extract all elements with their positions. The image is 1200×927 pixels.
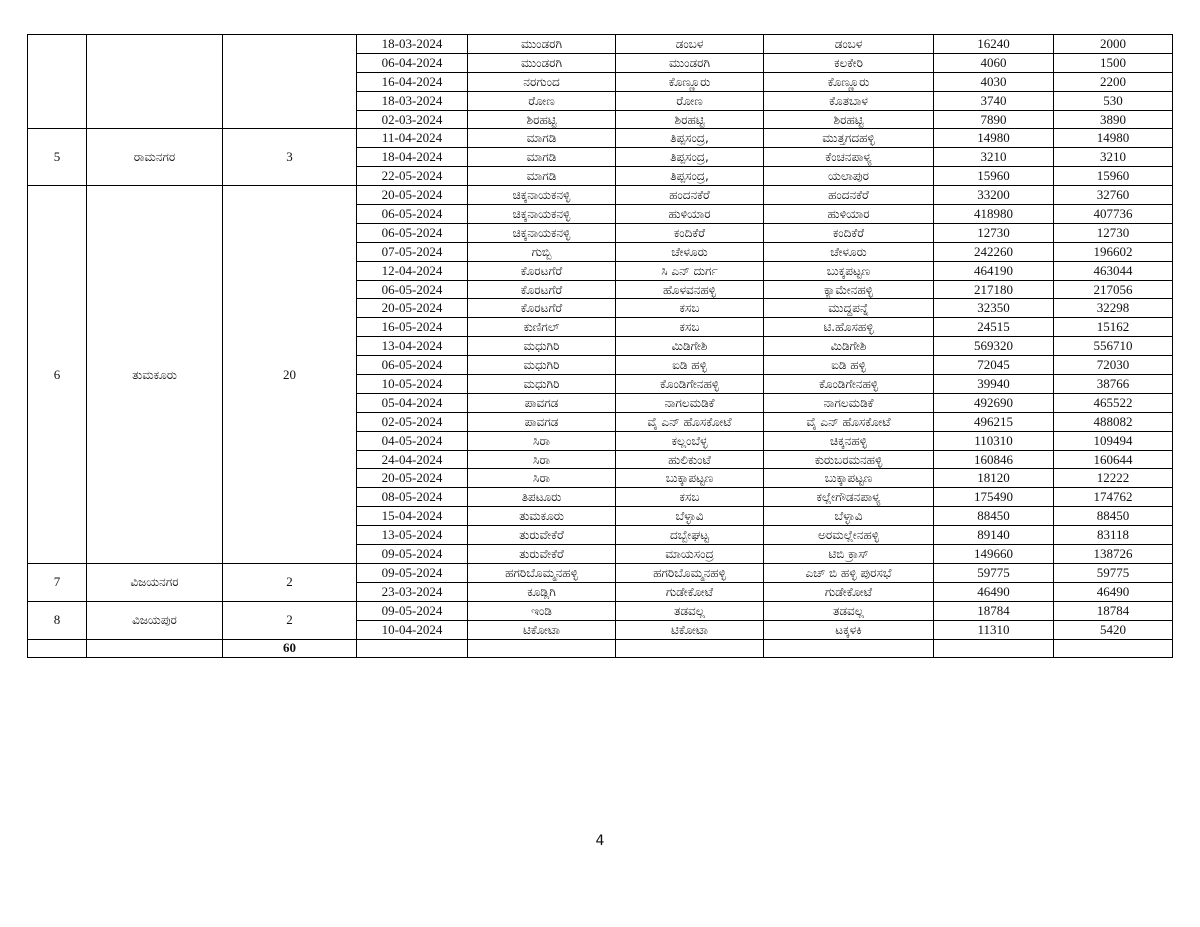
village-cell: ಶಿರಹಟ್ಟಿ [764, 110, 934, 129]
empty-cell [87, 639, 223, 658]
quantity-cell: 12222 [1054, 469, 1173, 488]
taluk-cell: ಟಿಕೋಟಾ [468, 620, 616, 639]
quantity-cell: 88450 [1054, 507, 1173, 526]
district-cell: ರಾಮನಗರ [87, 129, 223, 186]
date-cell: 20-05-2024 [357, 469, 468, 488]
taluk-cell: ಮಧುಗಿರಿ [468, 356, 616, 375]
hobli-cell: ಕೊಂಡಿಗೇನಹಳ್ಳಿ [616, 375, 764, 394]
taluk-cell: ಇಂಡಿ [468, 601, 616, 620]
quantity-cell: 32760 [1054, 186, 1173, 205]
quantity-cell: 110310 [934, 431, 1054, 450]
village-cell: ವೈ ಎನ್ ಹೊಸಕೋಟೆ [764, 412, 934, 431]
quantity-cell: 160644 [1054, 450, 1173, 469]
hobli-cell: ಶಿರಹಟ್ಟಿ [616, 110, 764, 129]
quantity-cell: 196602 [1054, 242, 1173, 261]
hobli-cell: ಹಂದನಕೆರೆ [616, 186, 764, 205]
quantity-cell: 18120 [934, 469, 1054, 488]
village-cell: ಹುಳಿಯಾರ [764, 205, 934, 224]
count-cell: 2 [223, 563, 357, 601]
date-cell: 06-05-2024 [357, 356, 468, 375]
quantity-cell: 242260 [934, 242, 1054, 261]
quantity-cell: 138726 [1054, 545, 1173, 564]
hobli-cell: ನಾಗಲಮಡಿಕೆ [616, 393, 764, 412]
quantity-cell: 59775 [1054, 563, 1173, 582]
taluk-cell: ತುರುವೇಕೆರೆ [468, 526, 616, 545]
quantity-cell: 24515 [934, 318, 1054, 337]
date-cell: 18-03-2024 [357, 91, 468, 110]
village-cell: ತಡವಲ್ಲ [764, 601, 934, 620]
table-row [28, 601, 1173, 620]
village-cell: ಎಚ್ ಬಿ ಹಳ್ಳಿ ಪುರಸಭೆ [764, 563, 934, 582]
quantity-cell: 15960 [1054, 167, 1173, 186]
quantity-cell: 465522 [1054, 393, 1173, 412]
date-cell: 09-05-2024 [357, 545, 468, 564]
taluk-cell: ಪಾವಗಡ [468, 393, 616, 412]
quantity-cell: 4030 [934, 72, 1054, 91]
empty-cell [468, 639, 616, 658]
taluk-cell: ಸಿರಾ [468, 431, 616, 450]
village-cell: ಮಿಡಿಗೇಶಿ [764, 337, 934, 356]
hobli-cell: ಕಸಬ [616, 299, 764, 318]
hobli-cell: ಟಿಕೋಟಾ [616, 620, 764, 639]
serial-number-cell [28, 35, 87, 129]
date-cell: 06-04-2024 [357, 53, 468, 72]
table-row [28, 186, 1173, 205]
date-cell: 18-04-2024 [357, 148, 468, 167]
quantity-cell: 46490 [934, 582, 1054, 601]
quantity-cell: 496215 [934, 412, 1054, 431]
village-cell: ಬೆಳ್ಳಾವಿ [764, 507, 934, 526]
quantity-cell: 1500 [1054, 53, 1173, 72]
taluk-cell: ತುಮಕೂರು [468, 507, 616, 526]
hobli-cell: ಸಿ ಎನ್ ದುರ್ಗ [616, 261, 764, 280]
taluk-cell: ಚಿಕ್ಕನಾಯಕನಳ್ಳಿ [468, 205, 616, 224]
table-row [28, 563, 1173, 582]
count-cell: 3 [223, 129, 357, 186]
village-cell: ಯಲಾಪುರ [764, 167, 934, 186]
quantity-cell: 7890 [934, 110, 1054, 129]
quantity-cell: 3210 [1054, 148, 1173, 167]
village-cell: ಕೊಣ್ಣೂರು [764, 72, 934, 91]
date-cell: 15-04-2024 [357, 507, 468, 526]
quantity-cell: 83118 [1054, 526, 1173, 545]
village-cell: ಟಿಬಿ ಕ್ರಾಸ್ [764, 545, 934, 564]
quantity-cell: 15960 [934, 167, 1054, 186]
village-cell: ಡಂಬಳ [764, 35, 934, 54]
district-cell: ವಿಜಯಪುರ [87, 601, 223, 639]
quantity-cell: 2200 [1054, 72, 1173, 91]
hobli-cell: ವೈ ಎನ್ ಹೊಸಕೋಟೆ [616, 412, 764, 431]
quantity-cell: 418980 [934, 205, 1054, 224]
taluk-cell: ಕೊರಟಗೆರೆ [468, 299, 616, 318]
table-body [28, 35, 1173, 658]
date-cell: 11-04-2024 [357, 129, 468, 148]
quantity-cell: 530 [1054, 91, 1173, 110]
hobli-cell: ಹೊಳವನಹಳ್ಳಿ [616, 280, 764, 299]
serial-number-cell: 8 [28, 601, 87, 639]
quantity-cell: 217056 [1054, 280, 1173, 299]
taluk-cell: ನರಗುಂದ [468, 72, 616, 91]
quantity-cell: 463044 [1054, 261, 1173, 280]
hobli-cell: ಬೆಳ್ಳಾವಿ [616, 507, 764, 526]
date-cell: 09-05-2024 [357, 563, 468, 582]
empty-cell [1054, 639, 1173, 658]
hobli-cell: ಕಂದಿಕೆರೆ [616, 223, 764, 242]
taluk-cell: ತಿಪಟೂರು [468, 488, 616, 507]
date-cell: 09-05-2024 [357, 601, 468, 620]
hobli-cell: ಗುಡೇಕೋಟೆ [616, 582, 764, 601]
hobli-cell: ಚೇಳೂರು [616, 242, 764, 261]
quantity-cell: 4060 [934, 53, 1054, 72]
date-cell: 02-05-2024 [357, 412, 468, 431]
serial-number-cell: 7 [28, 563, 87, 601]
hobli-cell: ಹಗರಿಬೊಮ್ಮನಹಳ್ಳಿ [616, 563, 764, 582]
hobli-cell: ಕಸಬ [616, 488, 764, 507]
quantity-cell: 88450 [934, 507, 1054, 526]
quantity-cell: 32350 [934, 299, 1054, 318]
quantity-cell: 3740 [934, 91, 1054, 110]
hobli-cell: ದಬ್ಬೇಘಟ್ಟ [616, 526, 764, 545]
hobli-cell: ಮಾಯಸಂದ್ರ [616, 545, 764, 564]
date-cell: 20-05-2024 [357, 186, 468, 205]
quantity-cell: 464190 [934, 261, 1054, 280]
village-cell: ಕೊಂಡಿಗೇನಹಳ್ಳಿ [764, 375, 934, 394]
taluk-cell: ಮಧುಗಿರಿ [468, 375, 616, 394]
date-cell: 23-03-2024 [357, 582, 468, 601]
taluk-cell: ಸಿರಾ [468, 469, 616, 488]
village-cell: ಕಲಕೇರಿ [764, 53, 934, 72]
date-cell: 07-05-2024 [357, 242, 468, 261]
date-cell: 06-05-2024 [357, 205, 468, 224]
taluk-cell: ಶಿರಹಟ್ಟಿ [468, 110, 616, 129]
date-cell: 20-05-2024 [357, 299, 468, 318]
taluk-cell: ಪಾವಗಡ [468, 412, 616, 431]
date-cell: 10-04-2024 [357, 620, 468, 639]
hobli-cell: ತಿಪ್ಪಸಂದ್ರ, [616, 129, 764, 148]
taluk-cell: ಮುಂಡರಗಿ [468, 53, 616, 72]
village-cell: ಮುದ್ದಪನ್ನೆ [764, 299, 934, 318]
taluk-cell: ಕೊರಟಗೆರೆ [468, 280, 616, 299]
taluk-cell: ಸಿರಾ [468, 450, 616, 469]
date-cell: 24-04-2024 [357, 450, 468, 469]
quantity-cell: 18784 [1054, 601, 1173, 620]
total-row [28, 639, 1173, 658]
date-cell: 05-04-2024 [357, 393, 468, 412]
page-number: 4 [595, 833, 605, 849]
hobli-cell: ಡಂಬಳ [616, 35, 764, 54]
quantity-cell: 12730 [934, 223, 1054, 242]
date-cell: 13-05-2024 [357, 526, 468, 545]
taluk-cell: ಮಧುಗಿರಿ [468, 337, 616, 356]
village-cell: ಕೊತಬಾಳ [764, 91, 934, 110]
village-cell: ಚೇಳೂರು [764, 242, 934, 261]
date-cell: 12-04-2024 [357, 261, 468, 280]
date-cell: 02-03-2024 [357, 110, 468, 129]
hobli-cell: ಐಡಿ ಹಳ್ಳಿ [616, 356, 764, 375]
village-cell: ಟಿ.ಹೊಸಹಳ್ಳಿ [764, 318, 934, 337]
quantity-cell: 149660 [934, 545, 1054, 564]
village-cell: ಕಂದಿಕೆರೆ [764, 223, 934, 242]
empty-cell [764, 639, 934, 658]
hobli-cell: ಮುಂಡರಗಿ [616, 53, 764, 72]
quantity-cell: 14980 [934, 129, 1054, 148]
quantity-cell: 3890 [1054, 110, 1173, 129]
date-cell: 06-05-2024 [357, 280, 468, 299]
village-cell: ಹಂದನಕೆರೆ [764, 186, 934, 205]
district-cell: ತುಮಕೂರು [87, 186, 223, 564]
date-cell: 16-05-2024 [357, 318, 468, 337]
village-cell: ಐಡಿ ಹಳ್ಳಿ [764, 356, 934, 375]
quantity-cell: 488082 [1054, 412, 1173, 431]
village-cell: ಕಲ್ಲೇಗೌಡನಪಾಳ್ಯ [764, 488, 934, 507]
total-count-cell: 60 [223, 639, 357, 658]
hobli-cell: ಕಸಬ [616, 318, 764, 337]
quantity-cell: 72045 [934, 356, 1054, 375]
quantity-cell: 174762 [1054, 488, 1173, 507]
hobli-cell: ಕಲ್ಲಂಬೆಳ್ಳ [616, 431, 764, 450]
date-cell: 08-05-2024 [357, 488, 468, 507]
village-cell: ಅರಮಲ್ಲೇನಹಳ್ಳಿ [764, 526, 934, 545]
village-cell: ಕೆಂಚನಪಾಳ್ಯ [764, 148, 934, 167]
empty-cell [357, 639, 468, 658]
quantity-cell: 3210 [934, 148, 1054, 167]
empty-cell [616, 639, 764, 658]
taluk-cell: ಹಗರಿಬೊಮ್ಮನಹಳ್ಳಿ [468, 563, 616, 582]
taluk-cell: ಗುಬ್ಬಿ [468, 242, 616, 261]
quantity-cell: 89140 [934, 526, 1054, 545]
village-cell: ಕುರುಬರಮನಹಳ್ಳಿ [764, 450, 934, 469]
quantity-cell: 38766 [1054, 375, 1173, 394]
quantity-cell: 175490 [934, 488, 1054, 507]
district-cell [87, 35, 223, 129]
taluk-cell: ಚಿಕ್ಕನಾಯಕನಳ್ಳಿ [468, 186, 616, 205]
taluk-cell: ತುರುವೇಕೆರೆ [468, 545, 616, 564]
quantity-cell: 11310 [934, 620, 1054, 639]
quantity-cell: 59775 [934, 563, 1054, 582]
hobli-cell: ತಿಪ್ಪಸಂದ್ರ, [616, 148, 764, 167]
hobli-cell: ಬುಕ್ಕಾಪಟ್ಟಣ [616, 469, 764, 488]
serial-number-cell: 5 [28, 129, 87, 186]
quantity-cell: 32298 [1054, 299, 1173, 318]
quantity-cell: 14980 [1054, 129, 1173, 148]
date-cell: 04-05-2024 [357, 431, 468, 450]
taluk-cell: ಮಾಗಡಿ [468, 167, 616, 186]
count-cell [223, 35, 357, 129]
quantity-cell: 492690 [934, 393, 1054, 412]
village-cell: ನಾಗಲಮಡಿಕೆ [764, 393, 934, 412]
table-row [28, 35, 1173, 54]
quantity-cell: 556710 [1054, 337, 1173, 356]
village-cell: ಬುಕ್ಕಪಟ್ಟಣ [764, 261, 934, 280]
quantity-cell: 18784 [934, 601, 1054, 620]
empty-cell [934, 639, 1054, 658]
quantity-cell: 15162 [1054, 318, 1173, 337]
village-cell: ಚಿಕ್ಕನಹಳ್ಳಿ [764, 431, 934, 450]
taluk-cell: ರೋಣ [468, 91, 616, 110]
village-cell: ಕ್ಯಾಮೇನಹಳ್ಳಿ [764, 280, 934, 299]
village-cell: ಬುಕ್ಕಾಪಟ್ಟಣ [764, 469, 934, 488]
count-cell: 20 [223, 186, 357, 564]
hobli-cell: ತಡವಲ್ಲ [616, 601, 764, 620]
taluk-cell: ಕುಣಿಗಲ್ [468, 318, 616, 337]
hobli-cell: ಹುಲಿಕುಂಟೆ [616, 450, 764, 469]
quantity-cell: 160846 [934, 450, 1054, 469]
taluk-cell: ಮಾಗಡಿ [468, 148, 616, 167]
hobli-cell: ತಿಪ್ಪಸಂದ್ರ, [616, 167, 764, 186]
quantity-cell: 12730 [1054, 223, 1173, 242]
date-cell: 22-05-2024 [357, 167, 468, 186]
date-cell: 13-04-2024 [357, 337, 468, 356]
quantity-cell: 16240 [934, 35, 1054, 54]
serial-number-cell: 6 [28, 186, 87, 564]
date-cell: 18-03-2024 [357, 35, 468, 54]
empty-cell [28, 639, 87, 658]
hobli-cell: ರೋಣ [616, 91, 764, 110]
count-cell: 2 [223, 601, 357, 639]
taluk-cell: ಚಿಕ್ಕನಾಯಕನಳ್ಳಿ [468, 223, 616, 242]
quantity-cell: 407736 [1054, 205, 1173, 224]
hobli-cell: ಮಿಡಿಗೇಶಿ [616, 337, 764, 356]
quantity-cell: 33200 [934, 186, 1054, 205]
quantity-cell: 109494 [1054, 431, 1173, 450]
quantity-cell: 72030 [1054, 356, 1173, 375]
taluk-cell: ಮುಂಡರಗಿ [468, 35, 616, 54]
hobli-cell: ಹುಳಿಯಾರ [616, 205, 764, 224]
taluk-cell: ಕೂಡ್ಲಿಗಿ [468, 582, 616, 601]
quantity-cell: 569320 [934, 337, 1054, 356]
district-data-table [27, 34, 1173, 658]
date-cell: 10-05-2024 [357, 375, 468, 394]
village-cell: ಟಕ್ಕಳಕಿ [764, 620, 934, 639]
date-cell: 16-04-2024 [357, 72, 468, 91]
quantity-cell: 5420 [1054, 620, 1173, 639]
quantity-cell: 39940 [934, 375, 1054, 394]
quantity-cell: 217180 [934, 280, 1054, 299]
hobli-cell: ಕೊಣ್ಣೂರು [616, 72, 764, 91]
date-cell: 06-05-2024 [357, 223, 468, 242]
district-cell: ವಿಜಯನಗರ [87, 563, 223, 601]
quantity-cell: 46490 [1054, 582, 1173, 601]
table-row [28, 129, 1173, 148]
taluk-cell: ಮಾಗಡಿ [468, 129, 616, 148]
village-cell: ಗುಡೇಕೋಟೆ [764, 582, 934, 601]
quantity-cell: 2000 [1054, 35, 1173, 54]
taluk-cell: ಕೊರಟಗೆರೆ [468, 261, 616, 280]
village-cell: ಮುತ್ತಗದಹಳ್ಳಿ [764, 129, 934, 148]
